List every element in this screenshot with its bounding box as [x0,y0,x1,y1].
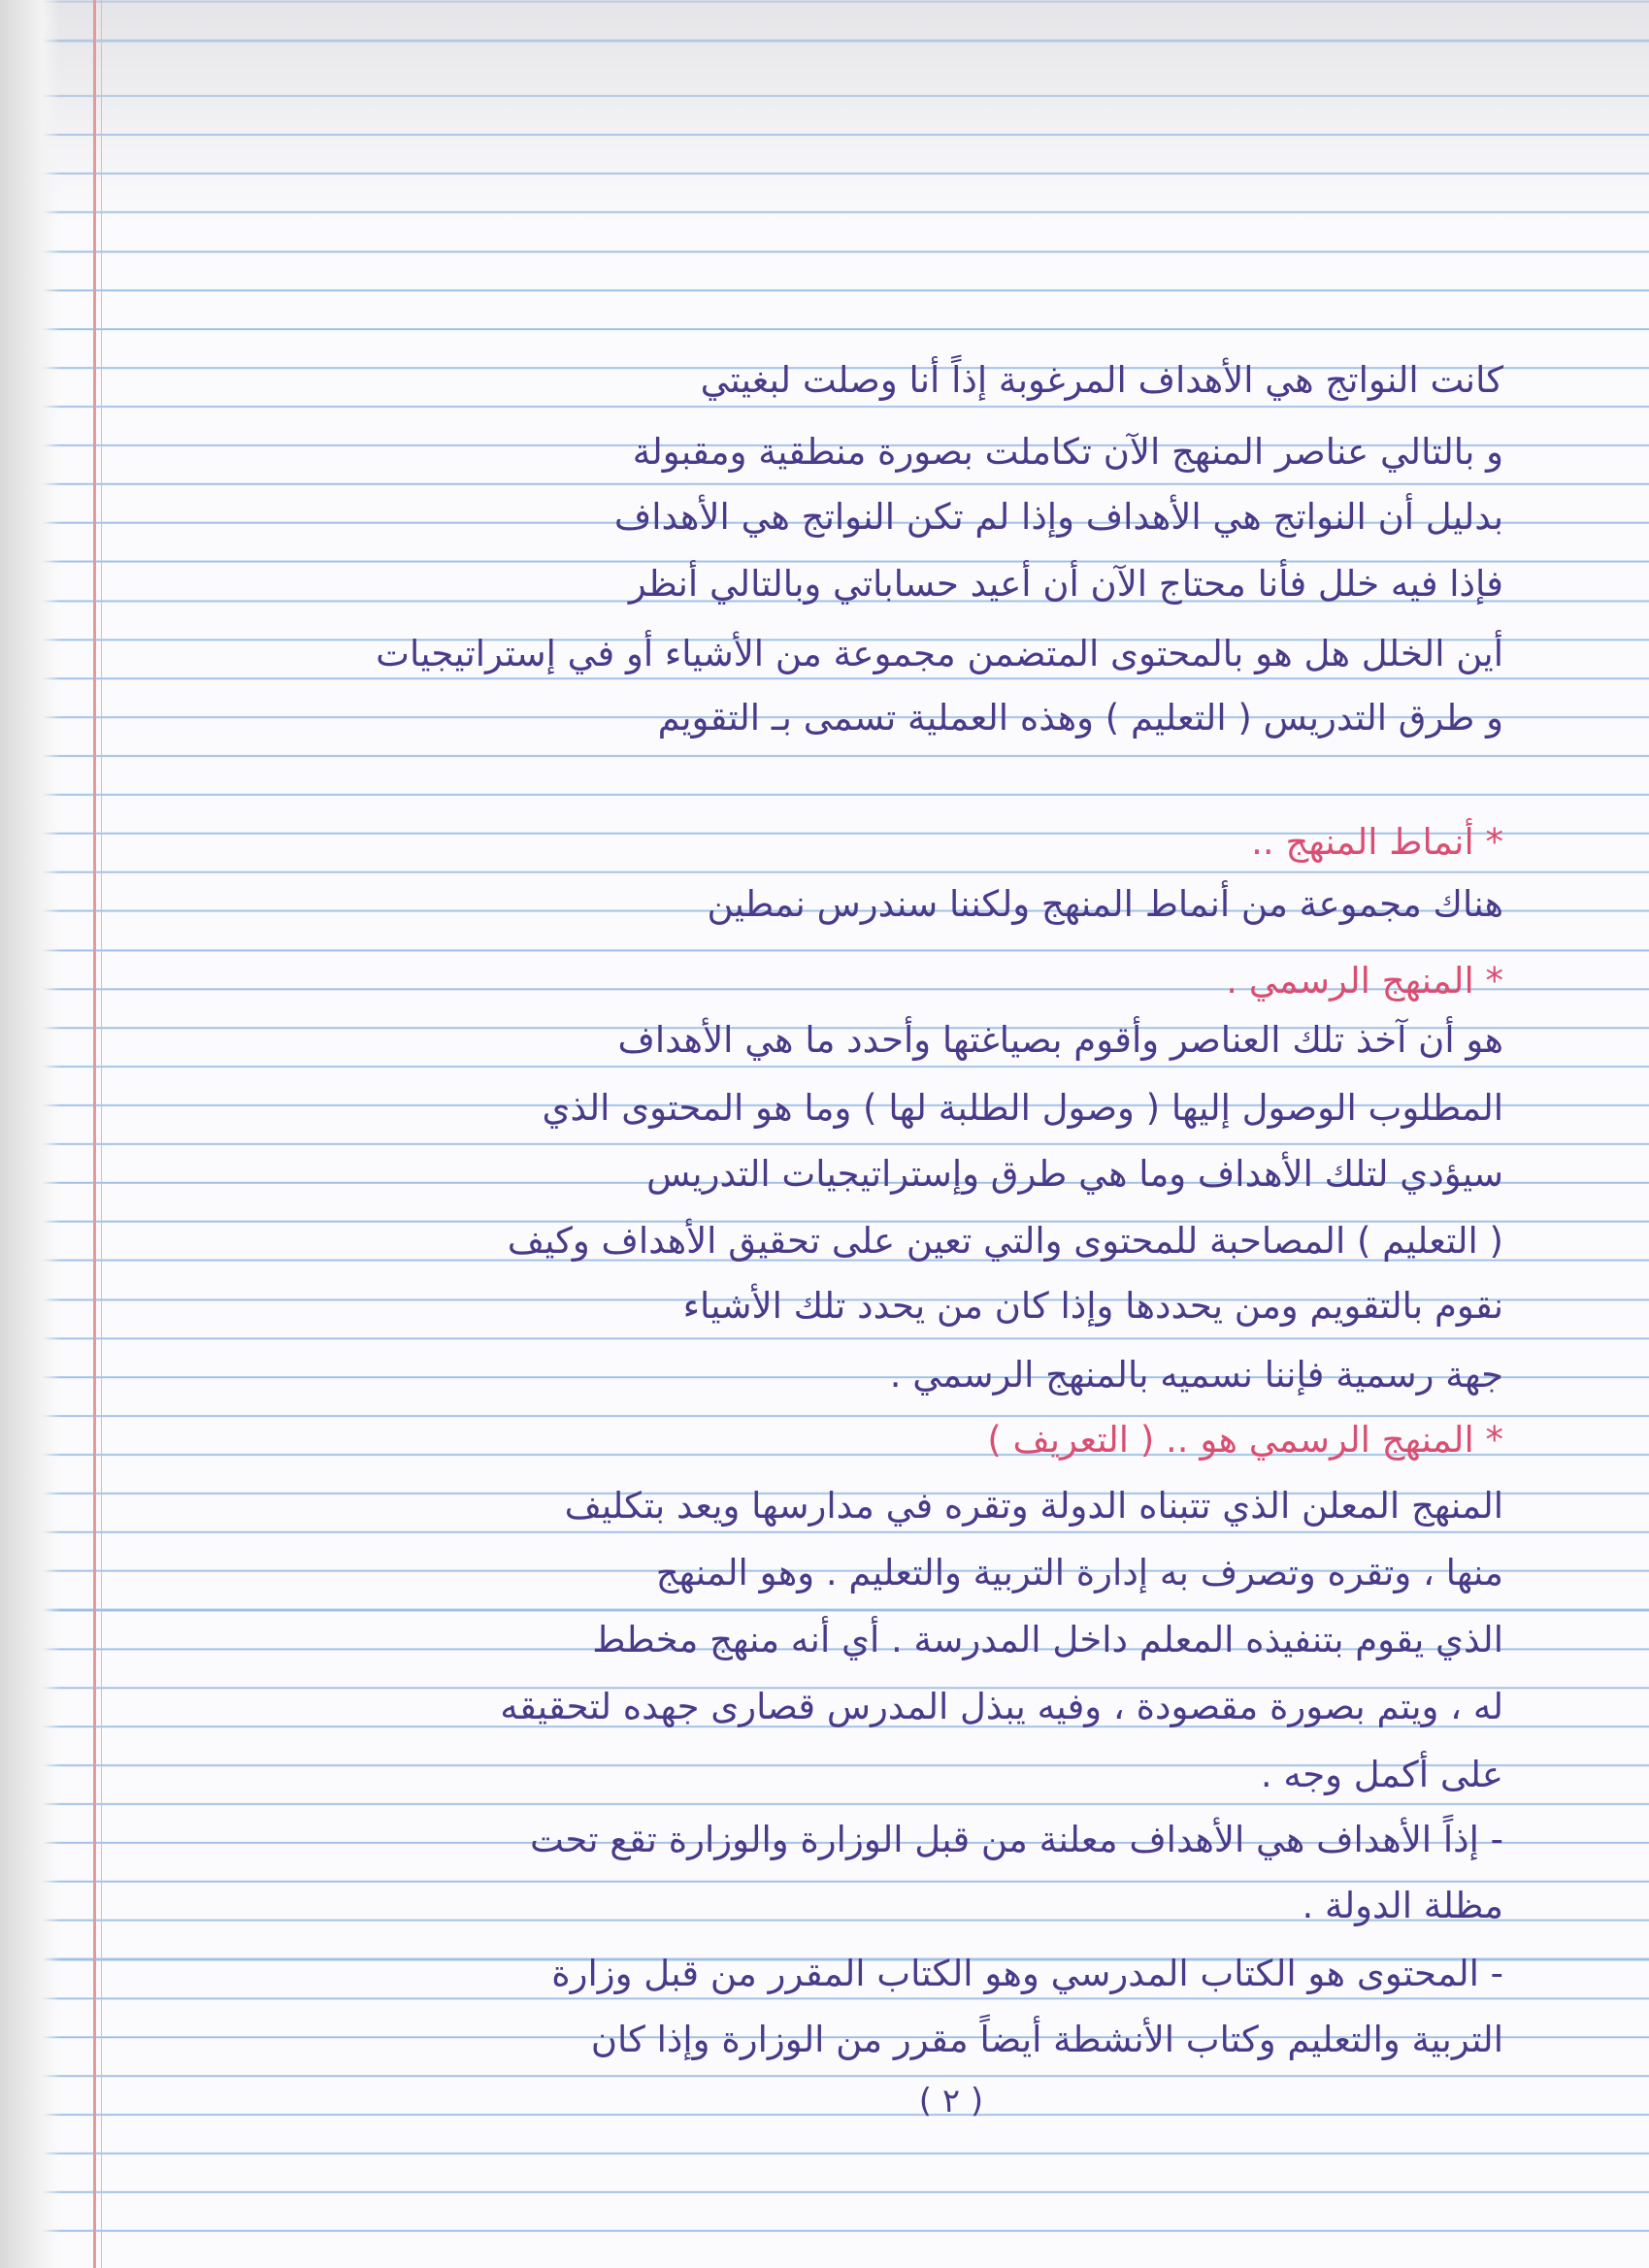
text-line: فإذا فيه خلل فأنا محتاج الآن أن أعيد حساباتي وبالتالي أنظر [628,563,1503,605]
text-line: و طرق التدريس ( التعليم ) وهذه العملية تسمى بـ التقويم [657,697,1503,739]
text-line: مظلة الدولة . [1302,1885,1503,1926]
section-heading: * أنماط المنهج .. [1251,821,1503,863]
text-line: نقوم بالتقويم ومن يحددها وإذا كان من يحدد تلك الأشياء [682,1285,1503,1327]
text-line: على أكمل وجه . [1260,1754,1503,1795]
bullet-line: - المحتوى هو الكتاب المدرسي وهو الكتاب المقرر من قبل وزارة [551,1953,1503,1994]
text-line: سيؤدي لتلك الأهداف وما هي طرق وإستراتيجيات التدريس [646,1153,1503,1195]
text-line: منها ، وتقره وتصرف به إدارة التربية والتعليم . وهو المنهج [655,1552,1503,1594]
text-line: له ، ويتم بصورة مقصودة ، وفيه يبذل المدرس قصارى جهده لتحقيقه [500,1686,1503,1727]
bullet-line: - إذاً الأهداف هي الأهداف معلنة من قبل الوزارة والوزارة تقع تحت [529,1819,1503,1860]
margin-line-inner [101,0,102,2268]
text-line: أين الخلل هل هو بالمحتوى المتضمن مجموعة من الأشياء أو في إستراتيجيات [376,633,1503,674]
margin-line [93,0,96,2268]
page-edge-shadow [0,0,60,2268]
page-fold-shadow [0,0,1649,223]
text-line: جهة رسمية فإننا نسميه بالمنهج الرسمي . [889,1354,1503,1396]
page-number: ( ٢ ) [918,2082,984,2120]
section-heading: * المنهج الرسمي . [1226,960,1503,1002]
text-line: و بالتالي عناصر المنهج الآن تكاملت بصورة منطقية ومقبولة [632,431,1503,473]
text-line: المنهج المعلن الذي تتبناه الدولة وتقره في مدارسها ويعد بتكليف [564,1485,1503,1527]
text-line: التربية والتعليم وكتاب الأنشطة أيضاً مقرر من الوزارة وإذا كان [590,2019,1503,2060]
section-heading: * المنهج الرسمي هو .. ( التعريف ) [987,1419,1503,1461]
text-line: بدليل أن النواتج هي الأهداف وإذا لم تكن النواتج هي الأهداف [613,496,1503,538]
text-line: ( التعليم ) المصاحبة للمحتوى والتي تعين على تحقيق الأهداف وكيف [507,1220,1503,1262]
text-line: الذي يقوم بتنفيذه المعلم داخل المدرسة . أي أنه منهج مخطط [592,1619,1503,1660]
text-line: هو أن آخذ تلك العناصر وأقوم بصياغتها وأحدد ما هي الأهداف [617,1019,1503,1061]
text-line: المطلوب الوصول إليها ( وصول الطلبة لها ) وما هو المحتوى الذي [542,1087,1503,1129]
text-line: هناك مجموعة من أنماط المنهج ولكننا سندرس نمطين [707,883,1503,925]
text-line: كانت النواتج هي الأهداف المرغوبة إذاً أنا وصلت لبغيتي [700,359,1503,401]
